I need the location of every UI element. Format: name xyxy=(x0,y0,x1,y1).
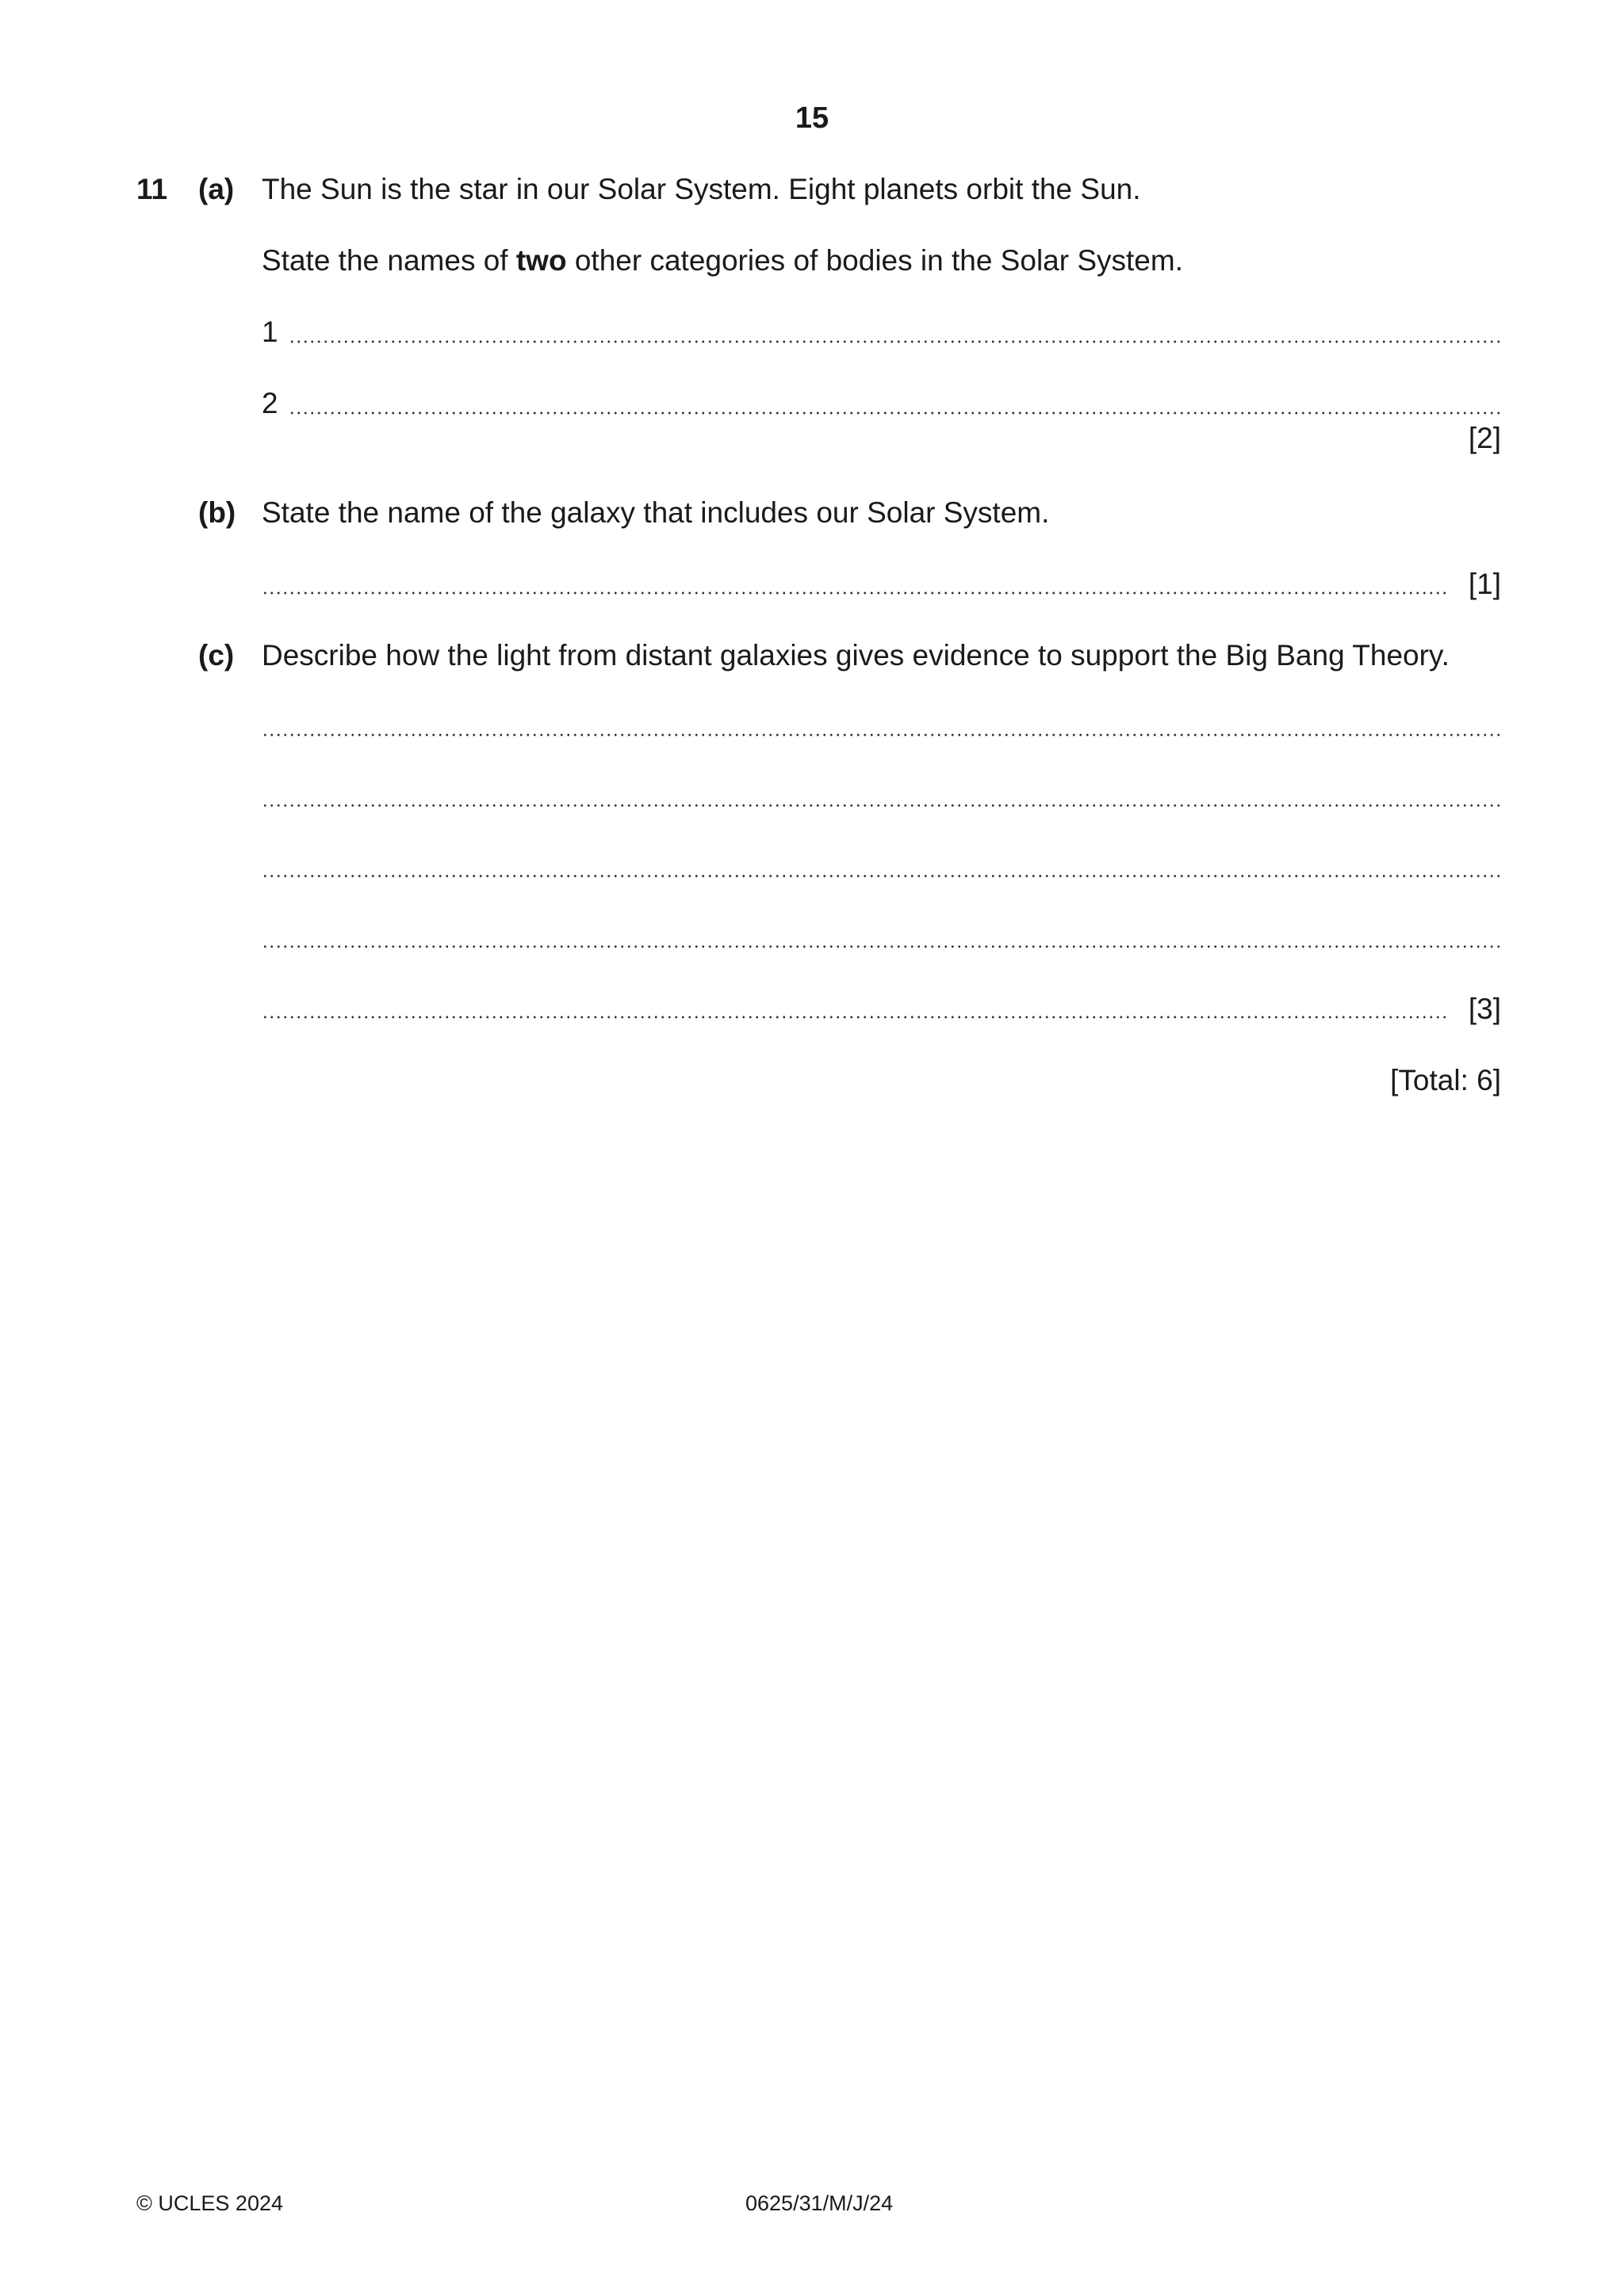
total-marks: [Total: 6] xyxy=(1390,1064,1501,1096)
part-c-label: (c) xyxy=(198,639,235,672)
footer-copyright: © UCLES 2024 xyxy=(136,2191,283,2215)
footer-paper-code: 0625/31/M/J/24 xyxy=(745,2191,894,2215)
part-a-marks: [2] xyxy=(1468,422,1501,454)
answer-line-c3[interactable] xyxy=(262,874,1500,878)
part-a-prompt-end: other categories of bodies in the Solar System. xyxy=(566,244,1183,277)
part-c-marks: [3] xyxy=(1468,993,1501,1025)
part-a-prompt-start: State the names of xyxy=(262,244,516,277)
part-a-label: (a) xyxy=(198,173,235,205)
part-b-prompt: State the name of the galaxy that includes our Solar System. xyxy=(262,496,1050,529)
part-b-label: (b) xyxy=(198,496,236,529)
answer-line-a2[interactable] xyxy=(289,411,1500,415)
page-number: 15 xyxy=(795,101,829,135)
answer-line-c5[interactable] xyxy=(262,1015,1448,1020)
answer-line-b[interactable] xyxy=(262,591,1448,595)
answer-line-a1[interactable] xyxy=(289,339,1500,344)
part-b-marks: [1] xyxy=(1468,568,1501,600)
answer-line-c2[interactable] xyxy=(262,803,1500,808)
part-a-prompt xyxy=(262,244,1183,277)
question-number: 11 xyxy=(136,173,168,205)
answer-line-2-number: 2 xyxy=(262,387,278,419)
part-c-prompt: Describe how the light from distant galaxies gives evidence to support the Big Bang Theory. xyxy=(262,639,1450,672)
part-a-prompt-emphasis: two xyxy=(515,244,567,277)
answer-line-c4[interactable] xyxy=(262,944,1500,949)
part-a-intro: The Sun is the star in our Solar System. Eight planets orbit the Sun. xyxy=(262,173,1141,205)
answer-line-c1[interactable] xyxy=(262,733,1500,737)
answer-line-1-number: 1 xyxy=(262,316,278,348)
